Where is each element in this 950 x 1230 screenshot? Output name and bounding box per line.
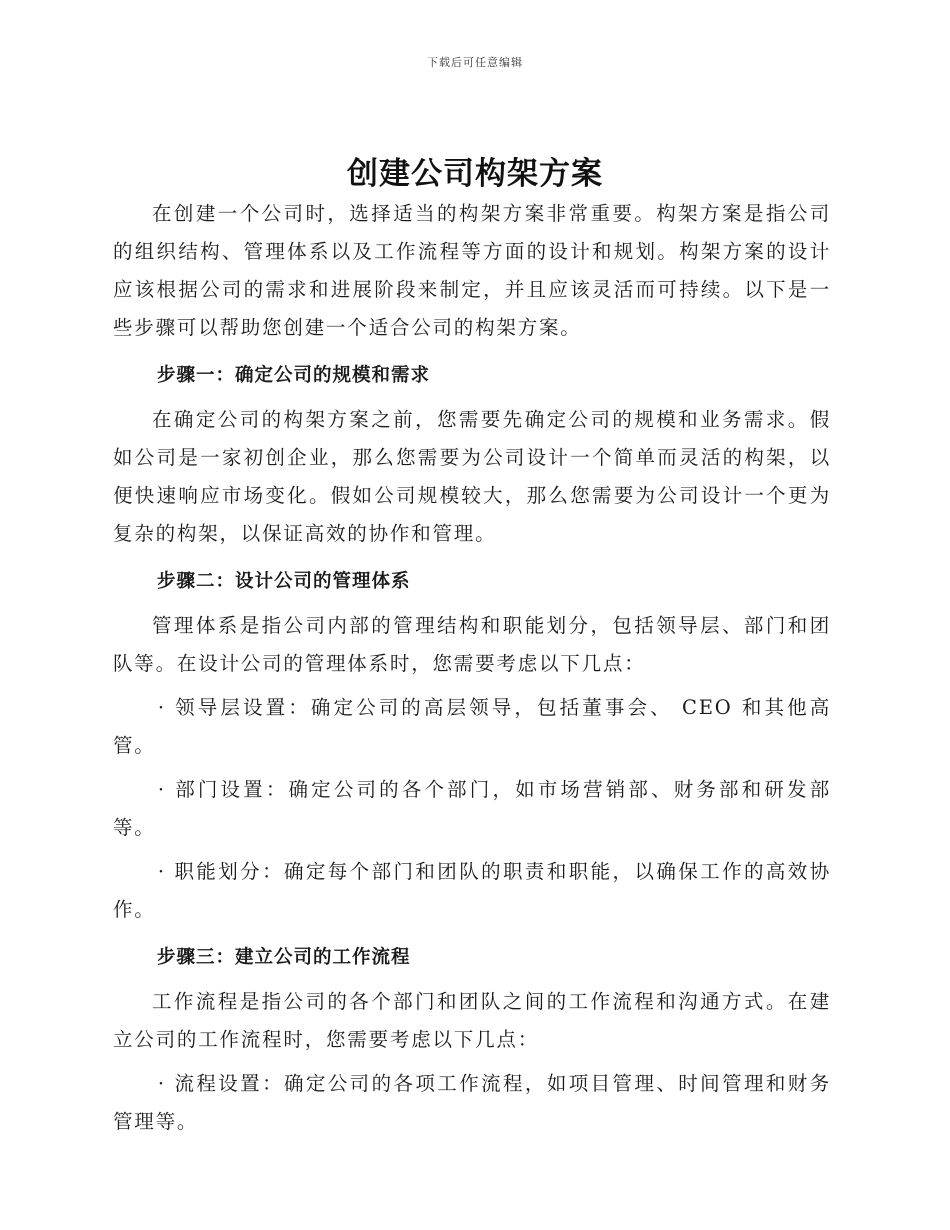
step2-bullet-functions: · 职能划分：确定每个部门和团队的职责和职能，以确保工作的高效协作。 bbox=[113, 860, 831, 921]
intro-paragraph: 在创建一个公司时，选择适当的构架方案非常重要。构架方案是指公司的组织结构、管理体系以及工作流程等方面的设计和规划。构架方案的设计应该根据公司的需求和进展阶段来制定，并且应该灵活而可持续。以下是一些步骤可以帮助您创建一个适合公司的构架方案。 bbox=[113, 202, 831, 339]
step2-paragraph: 管理体系是指公司内部的管理结构和职能划分，包括领导层、部门和团队等。在设计公司的管理体系时，您需要考虑以下几点： bbox=[113, 614, 831, 675]
step3-heading: 步骤三：建立公司的工作流程 bbox=[157, 947, 411, 968]
step2-bullet-departments: · 部门设置：确定公司的各个部门，如市场营销部、财务部和研发部等。 bbox=[113, 778, 831, 839]
step3-paragraph: 工作流程是指公司的各个部门和团队之间的工作流程和沟通方式。在建立公司的工作流程时，您需要考虑以下几点： bbox=[113, 990, 831, 1051]
step1-heading: 步骤一：确定公司的规模和需求 bbox=[157, 365, 431, 386]
step2-bullet-leadership: · 领导层设置：确定公司的高层领导，包括董事会、 CEO 和其他高管。 bbox=[113, 696, 831, 757]
step3-bullet-process: · 流程设置：确定公司的各项工作流程，如项目管理、时间管理和财务管理等。 bbox=[113, 1072, 831, 1133]
page-header: 下载后可任意编辑 bbox=[427, 56, 523, 69]
step2-heading: 步骤二：设计公司的管理体系 bbox=[157, 571, 411, 592]
step1-paragraph: 在确定公司的构架方案之前，您需要先确定公司的规模和业务需求。假如公司是一家初创企业，那么您需要为公司设计一个简单而灵活的构架，以便快速响应市场变化。假如公司规模较大，那么您需要为公司设计一个更为复杂的构架，以保证高效的协作和管理。 bbox=[113, 408, 831, 545]
document-body bbox=[113, 195, 831, 1141]
document-title: 创建公司构架方案 bbox=[347, 156, 603, 192]
